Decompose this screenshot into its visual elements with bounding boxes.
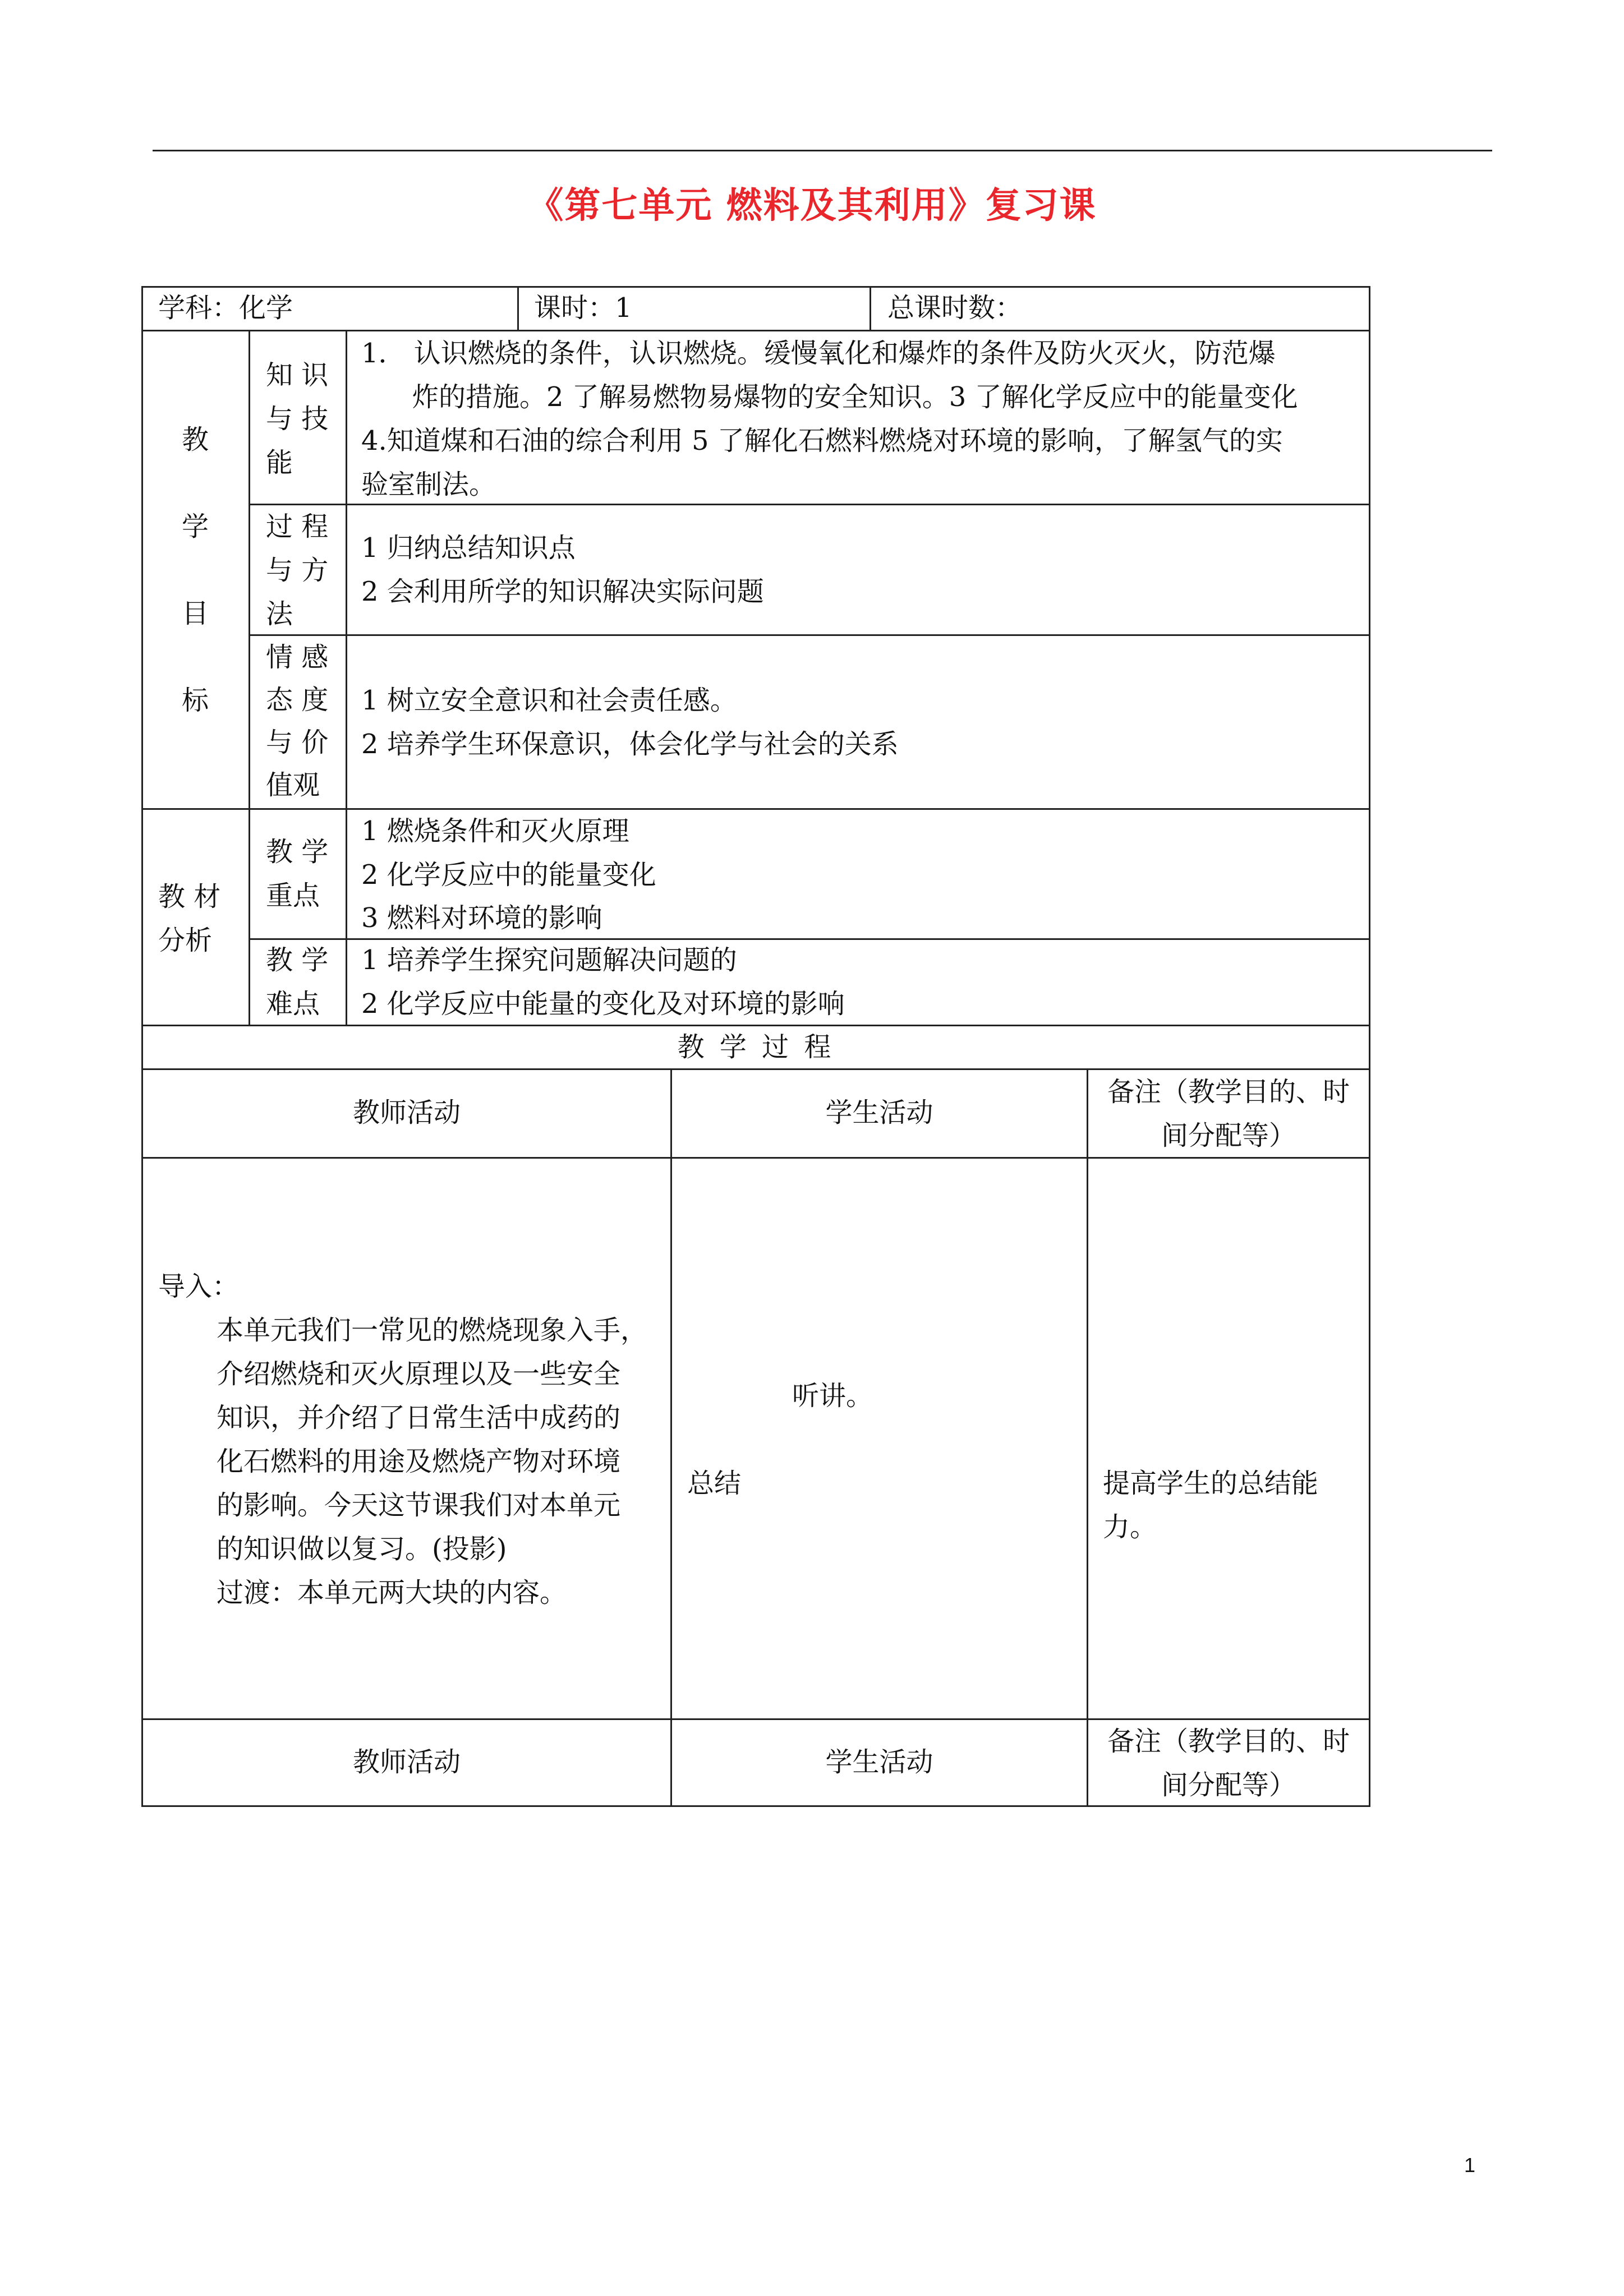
table-rule [249,330,250,1026]
top-rule [153,150,1492,151]
table-rule [1087,1068,1088,1806]
teacher-activity-header-2: 教师活动 [352,1746,461,1778]
teacher-activity-header: 教师活动 [352,1097,461,1128]
student-activity-header: 学生活动 [825,1097,933,1128]
process-header: 教 学 过 程 [677,1031,835,1063]
table-border-top [141,286,1370,288]
subject-cell: 学科：化学 [158,292,293,324]
table-rule [141,808,1370,810]
lesson-hours-cell: 课时：1 [534,292,632,324]
page-title: 《第七单元 燃料及其利用》复习课 [527,185,1097,227]
table-rule [869,286,871,331]
total-hours-cell: 总课时数： [887,292,1023,324]
student-activity-header-2: 学生活动 [825,1746,933,1778]
table-rule [346,330,347,1026]
table-rule [249,634,1370,636]
page-number: 1 [1464,2154,1476,2177]
table-rule [517,286,519,331]
table-rule [670,1068,672,1806]
